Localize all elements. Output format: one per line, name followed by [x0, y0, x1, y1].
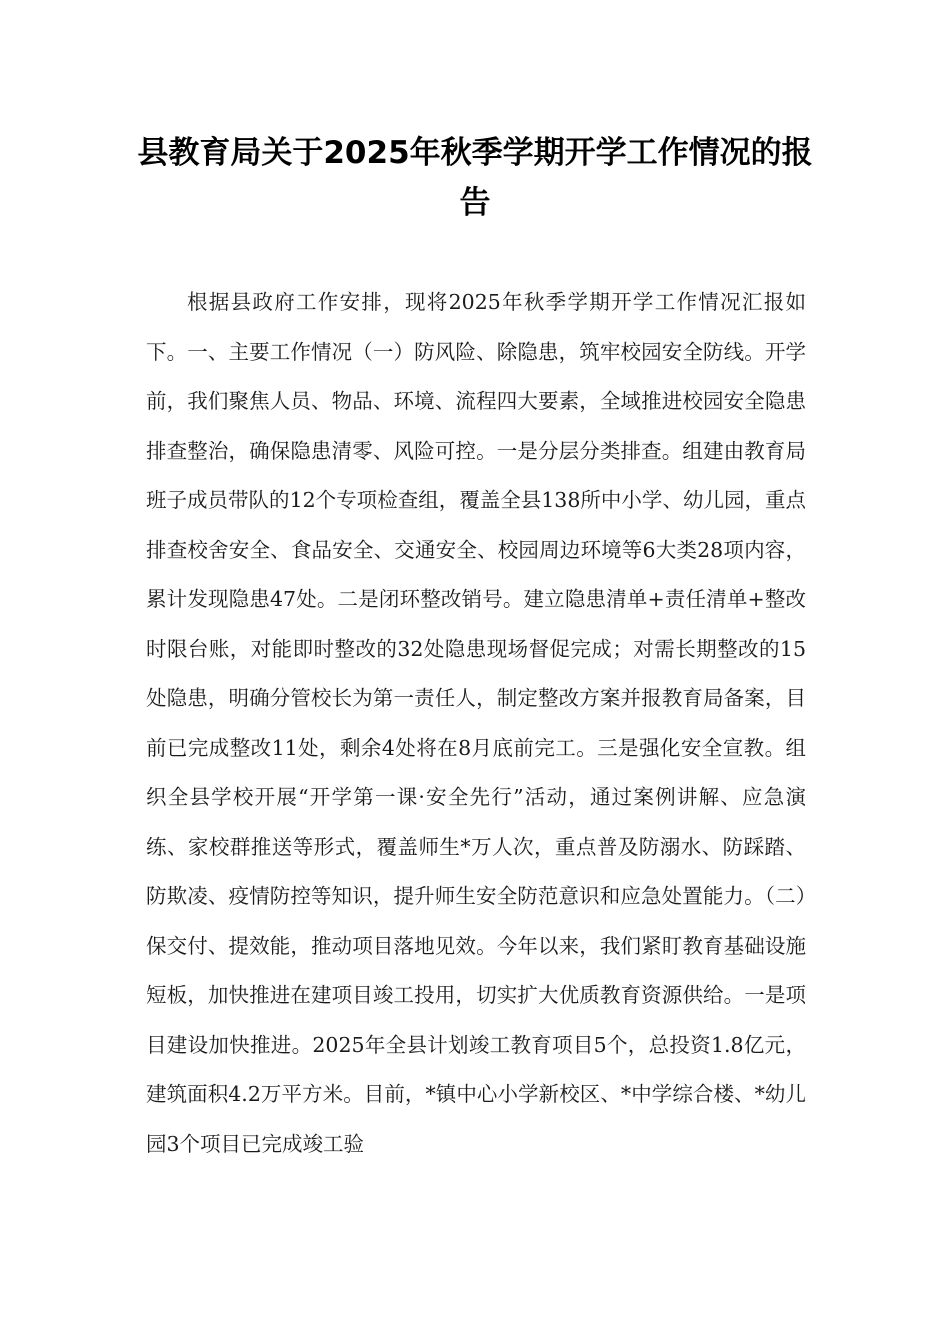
- document-title: 县教育局关于2025年秋季学期开学工作情况的报告: [137, 135, 813, 221]
- document-body: 根据县政府工作安排，现将2025年秋季学期开学工作情况汇报如下。一、主要工作情况（一）防风险、除隐患，筑牢校园安全防线。开学前，我们聚焦人员、物品、环境、流程四大要素，全域推进校园安全隐患排查整治，确保隐患清零、风险可控。一是分层分类排查。组建由教育局班子成员带队的12个专项检查组，覆盖全县138所中小学、幼儿园，重点排查校舍安全、食品安全、交通安全、校园周边环境等6大类28项内容，累计发现隐患47处。二是闭环整改销号。建立隐患清单+责任清单+整改时限台账，对能即时整改的32处隐患现场督促完成；对需长期整改的15处隐患，明确分管校长为第一责任人，制定整改方案并报教育局备案，目前已完成整改11处，剩余4处将在8月底前完工。三是强化安全宣教。组织全县学校开展“开学第一课·安全先行”活动，通过案例讲解、应急演练、家校群推送等形式，覆盖师生*万人次，重点普及防溺水、防踩踏、防欺凌、疫情防控等知识，提升师生安全防范意识和应急处置能力。（二）保交付、提效能，推动项目落地见效。今年以来，我们紧盯教育基础设施短板，加快推进在建项目竣工投用，切实扩大优质教育资源供给。一是项目建设加快推进。2025年全县计划竣工教育项目5个，总投资1.8亿元，建筑面积4.2万平方米。目前，*镇中心小学新校区、*中学综合楼、*幼儿园3个项目已完成竣工验: [146, 290, 806, 1156]
